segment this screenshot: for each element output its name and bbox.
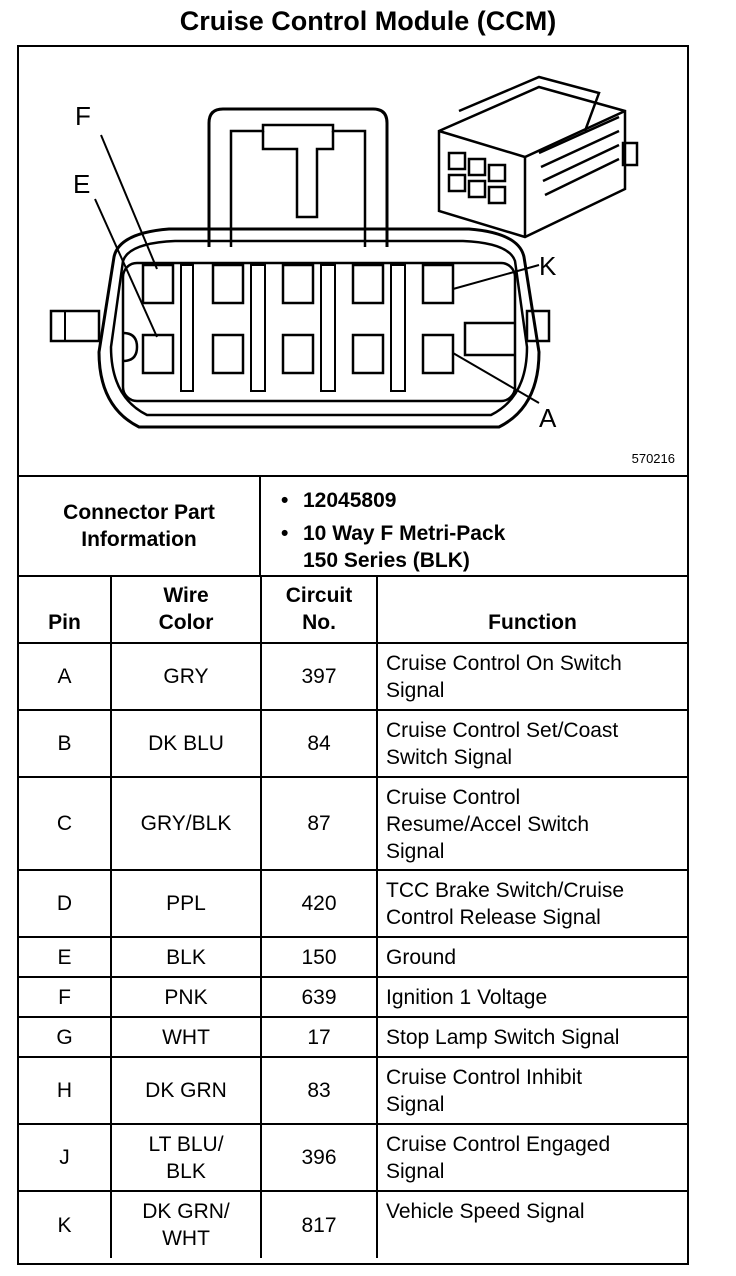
circuit-cell: 396	[261, 1124, 377, 1191]
table-row	[19, 643, 687, 710]
table-row	[19, 1191, 687, 1258]
function-line: Cruise Control Engaged	[386, 1133, 611, 1156]
wire-color-line: PNK	[164, 985, 208, 1009]
wire-color-line: WHT	[162, 1025, 210, 1049]
function-line: Signal	[386, 840, 445, 863]
function-line: Cruise Control	[386, 786, 521, 809]
function-line: Cruise Control On Switch	[386, 652, 622, 675]
function-line: Ignition 1 Voltage	[386, 986, 548, 1009]
function-line: Vehicle Speed Signal	[386, 1200, 585, 1223]
header-circuit: Circuit No.	[261, 575, 377, 643]
function-line: Cruise Control Inhibit	[386, 1066, 583, 1089]
circuit-cell: 817	[261, 1191, 377, 1258]
wire-color-cell	[111, 937, 261, 977]
function-line: Resume/Accel Switch	[386, 813, 590, 836]
wire-color-cell	[111, 870, 261, 937]
callout-k: K	[539, 251, 557, 281]
part-description-line: 150 Series (BLK)	[303, 549, 470, 572]
connector-part-info	[19, 475, 687, 577]
terminal	[213, 335, 243, 373]
wire-color-cell	[111, 977, 261, 1017]
wire-color-cell	[111, 643, 261, 710]
bullet-icon: •	[281, 522, 289, 545]
header-function: Function	[377, 575, 687, 643]
terminal	[283, 265, 313, 303]
table-row	[19, 937, 687, 977]
wire-color-line: LT BLU/	[148, 1132, 224, 1156]
pin-table	[19, 575, 687, 1258]
terminal	[353, 265, 383, 303]
connector-diagram	[19, 47, 687, 475]
terminal	[143, 265, 173, 303]
circuit-cell: 17	[261, 1017, 377, 1057]
header-wire-color: Wire Color	[111, 575, 261, 643]
label-line: Connector Part	[63, 501, 215, 524]
connector-3d-view	[439, 77, 637, 237]
function-cell	[377, 937, 687, 977]
part-description-line: 10 Way F Metri-Pack	[303, 522, 506, 545]
function-cell	[377, 870, 687, 937]
wire-color-line: GRY	[163, 665, 209, 688]
pin-cell: C	[19, 777, 111, 870]
callout-a: A	[539, 403, 557, 433]
wire-color-line: WHT	[162, 1227, 210, 1250]
table-row	[19, 977, 687, 1017]
function-cell	[377, 1124, 687, 1191]
circuit-cell: 150	[261, 937, 377, 977]
reference-number: 570216	[631, 451, 675, 466]
pin-cell: J	[19, 1124, 111, 1191]
pin-cell: A	[19, 643, 111, 710]
table-row	[19, 870, 687, 937]
wire-color-cell	[111, 1191, 261, 1258]
terminal	[423, 265, 453, 303]
function-line: TCC Brake Switch/Cruise	[386, 879, 625, 902]
function-cell	[377, 710, 687, 777]
terminal	[353, 335, 383, 373]
pin-cell: K	[19, 1191, 111, 1258]
wire-color-cell	[111, 1057, 261, 1124]
table-row	[19, 1017, 687, 1057]
callout-e: E	[73, 169, 91, 199]
terminal	[283, 335, 313, 373]
function-line: Signal	[386, 679, 445, 702]
connector-part-label	[19, 477, 261, 575]
connector-shell	[99, 229, 539, 427]
pin-cell: F	[19, 977, 111, 1017]
table-row	[19, 710, 687, 777]
function-cell	[377, 1057, 687, 1124]
wire-color-line: DK GRN	[145, 1079, 227, 1102]
wire-color-line: BLK	[166, 1159, 206, 1183]
wire-color-line: PPL	[166, 892, 206, 915]
left-tab	[51, 311, 99, 341]
circuit-cell: 83	[261, 1057, 377, 1124]
wire-color-cell	[111, 710, 261, 777]
part-number: 12045809	[303, 489, 397, 512]
part-item	[281, 520, 505, 547]
circuit-cell: 397	[261, 643, 377, 710]
table-row	[19, 1124, 687, 1191]
header-pin: Pin	[19, 575, 111, 643]
function-line: Control Release Signal	[386, 906, 601, 929]
callout-f: F	[75, 101, 91, 131]
function-cell	[377, 777, 687, 870]
part-item	[281, 487, 505, 514]
pin-cell: E	[19, 937, 111, 977]
wire-color-cell	[111, 777, 261, 870]
pin-cell: B	[19, 710, 111, 777]
circuit-cell: 639	[261, 977, 377, 1017]
terminal	[213, 265, 243, 303]
wire-color-line: BLK	[166, 945, 206, 969]
function-line: Switch Signal	[386, 746, 513, 769]
terminal	[423, 335, 453, 373]
function-line: Stop Lamp Switch Signal	[386, 1026, 620, 1049]
function-line: Cruise Control Set/Coast	[386, 719, 619, 742]
wire-color-line: GRY/BLK	[140, 812, 232, 835]
wire-color-cell	[111, 1124, 261, 1191]
circuit-cell: 87	[261, 777, 377, 870]
function-line: Ground	[386, 946, 457, 969]
table-row	[19, 1057, 687, 1124]
table-row	[19, 777, 687, 870]
connector-drawing	[19, 47, 687, 475]
wire-color-line: DK GRN/	[142, 1200, 230, 1223]
connector-info-frame	[17, 45, 689, 1265]
wire-color-cell	[111, 1017, 261, 1057]
function-cell	[377, 977, 687, 1017]
terminal	[143, 335, 173, 373]
pin-cell: G	[19, 1017, 111, 1057]
wire-color-line: DK BLU	[148, 732, 224, 755]
function-line: Signal	[386, 1160, 445, 1183]
function-cell	[377, 1191, 687, 1258]
pin-table-header	[19, 575, 687, 643]
label-line: Information	[81, 528, 197, 551]
function-line: Signal	[386, 1093, 445, 1116]
pin-cell: H	[19, 1057, 111, 1124]
pin-cell: D	[19, 870, 111, 937]
circuit-cell: 84	[261, 710, 377, 777]
connector-part-list	[281, 487, 505, 574]
bullet-icon: •	[281, 489, 289, 512]
circuit-cell: 420	[261, 870, 377, 937]
function-cell	[377, 1017, 687, 1057]
function-cell	[377, 643, 687, 710]
page-title: Cruise Control Module (CCM)	[179, 6, 557, 36]
